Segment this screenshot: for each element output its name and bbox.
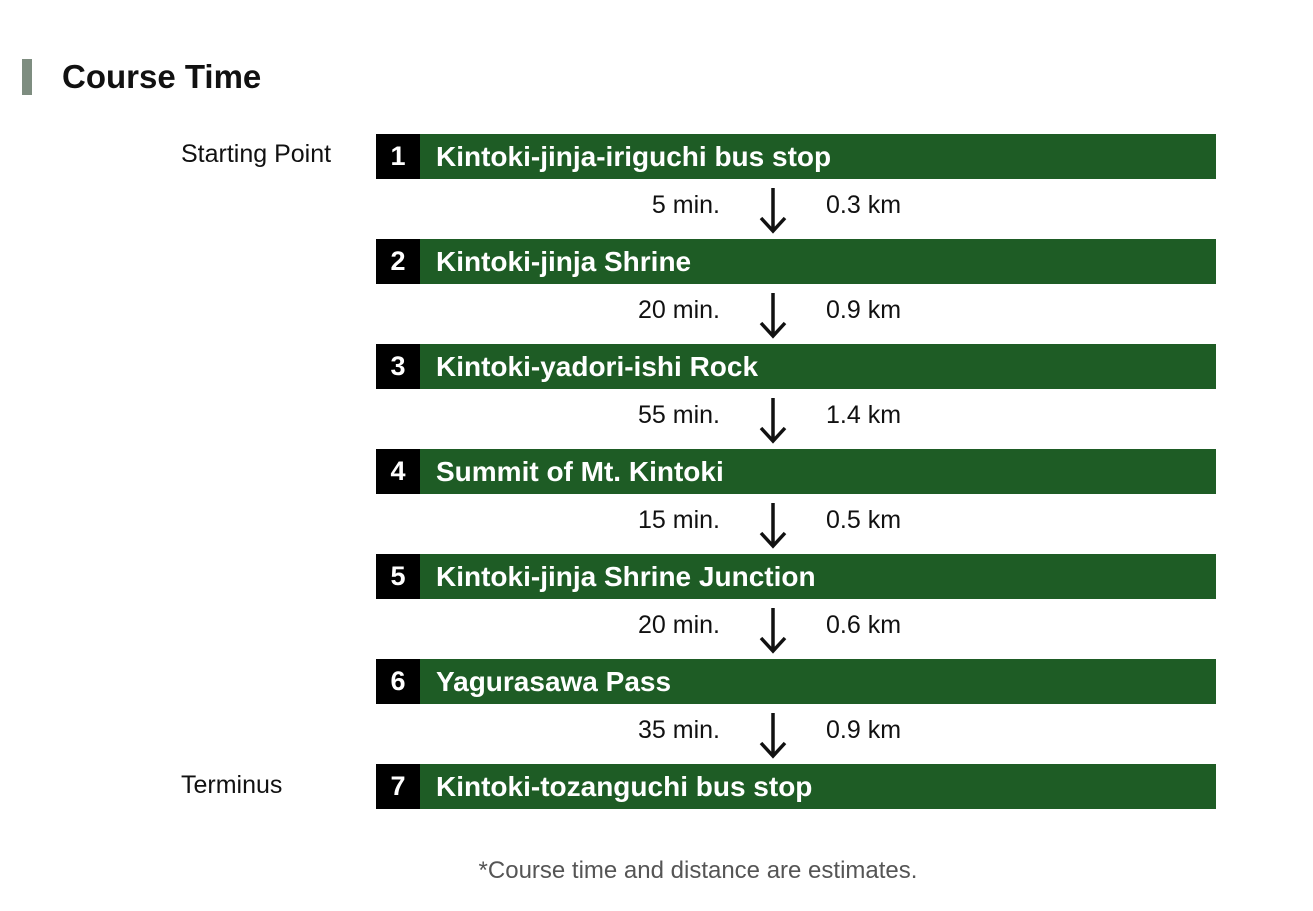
leg-distance: 0.5 km — [826, 506, 902, 534]
arrow-down-icon — [756, 291, 790, 339]
leg-time: 55 min. — [638, 401, 720, 429]
stop-name: Kintoki-jinja-iriguchi bus stop — [436, 141, 832, 172]
stop-1 — [376, 134, 1216, 179]
leg-2 — [376, 285, 1216, 345]
stop-3 — [376, 344, 1216, 389]
leg-time: 20 min. — [638, 611, 720, 639]
stop-2 — [376, 239, 1216, 284]
heading-accent-bar — [22, 59, 32, 95]
stop-4 — [376, 449, 1216, 494]
stop-name: Kintoki-yadori-ishi Rock — [436, 351, 759, 382]
arrow-down-icon — [756, 186, 790, 234]
leg-time: 35 min. — [638, 716, 720, 744]
stop-name: Kintoki-tozanguchi bus stop — [436, 771, 813, 802]
terminus-label: Terminus — [181, 771, 283, 799]
stop-number: 5 — [376, 554, 420, 599]
stop-number: 4 — [376, 449, 420, 494]
leg-distance: 0.9 km — [826, 296, 902, 324]
stop-number: 3 — [376, 344, 420, 389]
stop-name: Kintoki-jinja Shrine — [436, 246, 692, 277]
leg-distance: 1.4 km — [826, 401, 902, 429]
arrow-down-icon — [756, 606, 790, 654]
arrow-down-icon — [756, 501, 790, 549]
leg-1 — [376, 180, 1216, 240]
stop-5 — [376, 554, 1216, 599]
leg-time: 5 min. — [651, 191, 720, 219]
leg-distance: 0.6 km — [826, 611, 902, 639]
stop-number: 6 — [376, 659, 420, 704]
leg-6 — [376, 705, 1216, 765]
leg-distance: 0.3 km — [826, 191, 902, 219]
stop-name: Yagurasawa Pass — [436, 666, 672, 697]
stop-number: 7 — [376, 764, 420, 809]
leg-time: 15 min. — [638, 506, 720, 534]
leg-time: 20 min. — [638, 296, 720, 324]
leg-5 — [376, 600, 1216, 660]
arrow-down-icon — [756, 711, 790, 759]
leg-distance: 0.9 km — [826, 716, 902, 744]
stop-6 — [376, 659, 1216, 704]
stop-7 — [376, 764, 1216, 809]
leg-4 — [376, 495, 1216, 555]
page-title: Course Time — [62, 58, 262, 95]
leg-3 — [376, 390, 1216, 450]
arrow-down-icon — [756, 396, 790, 444]
stop-number: 1 — [376, 134, 420, 179]
footnote: *Course time and distance are estimates. — [478, 857, 918, 884]
stop-number: 2 — [376, 239, 420, 284]
stop-name: Kintoki-jinja Shrine Junction — [436, 561, 816, 592]
stop-name: Summit of Mt. Kintoki — [436, 456, 724, 487]
starting-point-label: Starting Point — [181, 140, 332, 168]
